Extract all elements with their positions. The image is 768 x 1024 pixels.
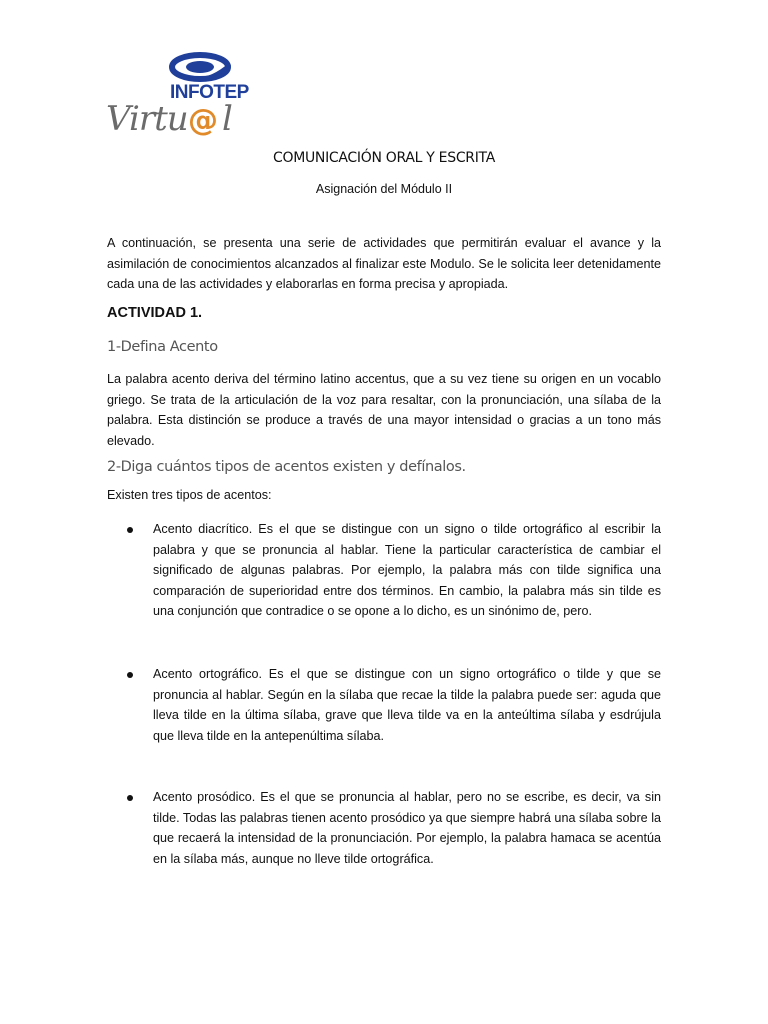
bullet-icon	[127, 795, 133, 801]
svg-text:l: l	[222, 99, 233, 136]
document-subtitle: Asignación del Módulo II	[315, 182, 453, 196]
activity-heading: ACTIVIDAD 1.	[107, 305, 203, 321]
types-intro: Existen tres tipos de acentos:	[107, 488, 272, 502]
answer-1-paragraph: La palabra acento deriva del término latino accentus, que a su vez tiene su origen en un vocablo griego. Se trata de la articulación de la voz para resaltar, con la pronunciación, una sílaba de la palabra. Esta distinción se produce a través de una mayor intensidad o gracias a un tono más elevado.	[107, 372, 661, 448]
list-item	[127, 787, 661, 869]
logo-at-sign: @	[188, 103, 218, 136]
logo-script-text: Virtu	[106, 99, 188, 136]
list-item-text: Acento diacrítico. Es el que se distingue con un signo o tilde ortográfico al escribir la palabra y que se pronuncia al hablar. Tiene la particular característica de cambiar el significado de algunas palabras. Por ejemplo, la palabra más con tilde significa una comparación de superioridad entre dos términos. En cambio, la palabra más sin tilde es una conjunción que contradice o se opone a lo dicho, es un sinónimo de, pero.	[153, 522, 661, 618]
logo-brand-text: INFOTEP	[170, 82, 249, 103]
intro-paragraph: A continuación, se presenta una serie de actividades que permitirán evaluar el avance y la asimilación de conocimientos alcanzados al finalizar este Modulo. Se le solicita leer detenidamente cada una de las actividades y elaborarlas en forma precisa y apropiada.	[107, 236, 661, 291]
document-title: COMUNICACIÓN ORAL Y ESCRITA	[273, 150, 495, 166]
list-item-text: Acento ortográfico. Es el que se distingue con un signo ortográfico o tilde y que se pronuncia al hablar. Según en la sílaba que recae la tilde la palabra puede ser: aguda que lleva tilde en la última sílaba, grave que lleva tilde va en la anteúltima sílaba y esdrújula que lleva tilde en la antepenúltima sílaba.	[153, 667, 661, 743]
list-item	[127, 519, 661, 622]
question-2: 2-Diga cuántos tipos de acentos existen y defínalos.	[107, 459, 466, 475]
infotep-virtual-logo	[104, 50, 256, 136]
list-item-text: Acento prosódico. Es el que se pronuncia al hablar, pero no se escribe, es decir, va sin tilde. Todas las palabras tienen acento prosódico ya que siempre habrá una sílaba sobre la que recaerá la intensidad de la pronunciación. Por ejemplo, la palabra hamaca se acentúa en la sílaba más, aunque no lleve tilde ortográfica.	[153, 790, 661, 866]
list-item	[127, 664, 661, 746]
bullet-icon	[127, 527, 133, 533]
bullet-icon	[127, 672, 133, 678]
question-1: 1-Defina Acento	[107, 339, 218, 355]
